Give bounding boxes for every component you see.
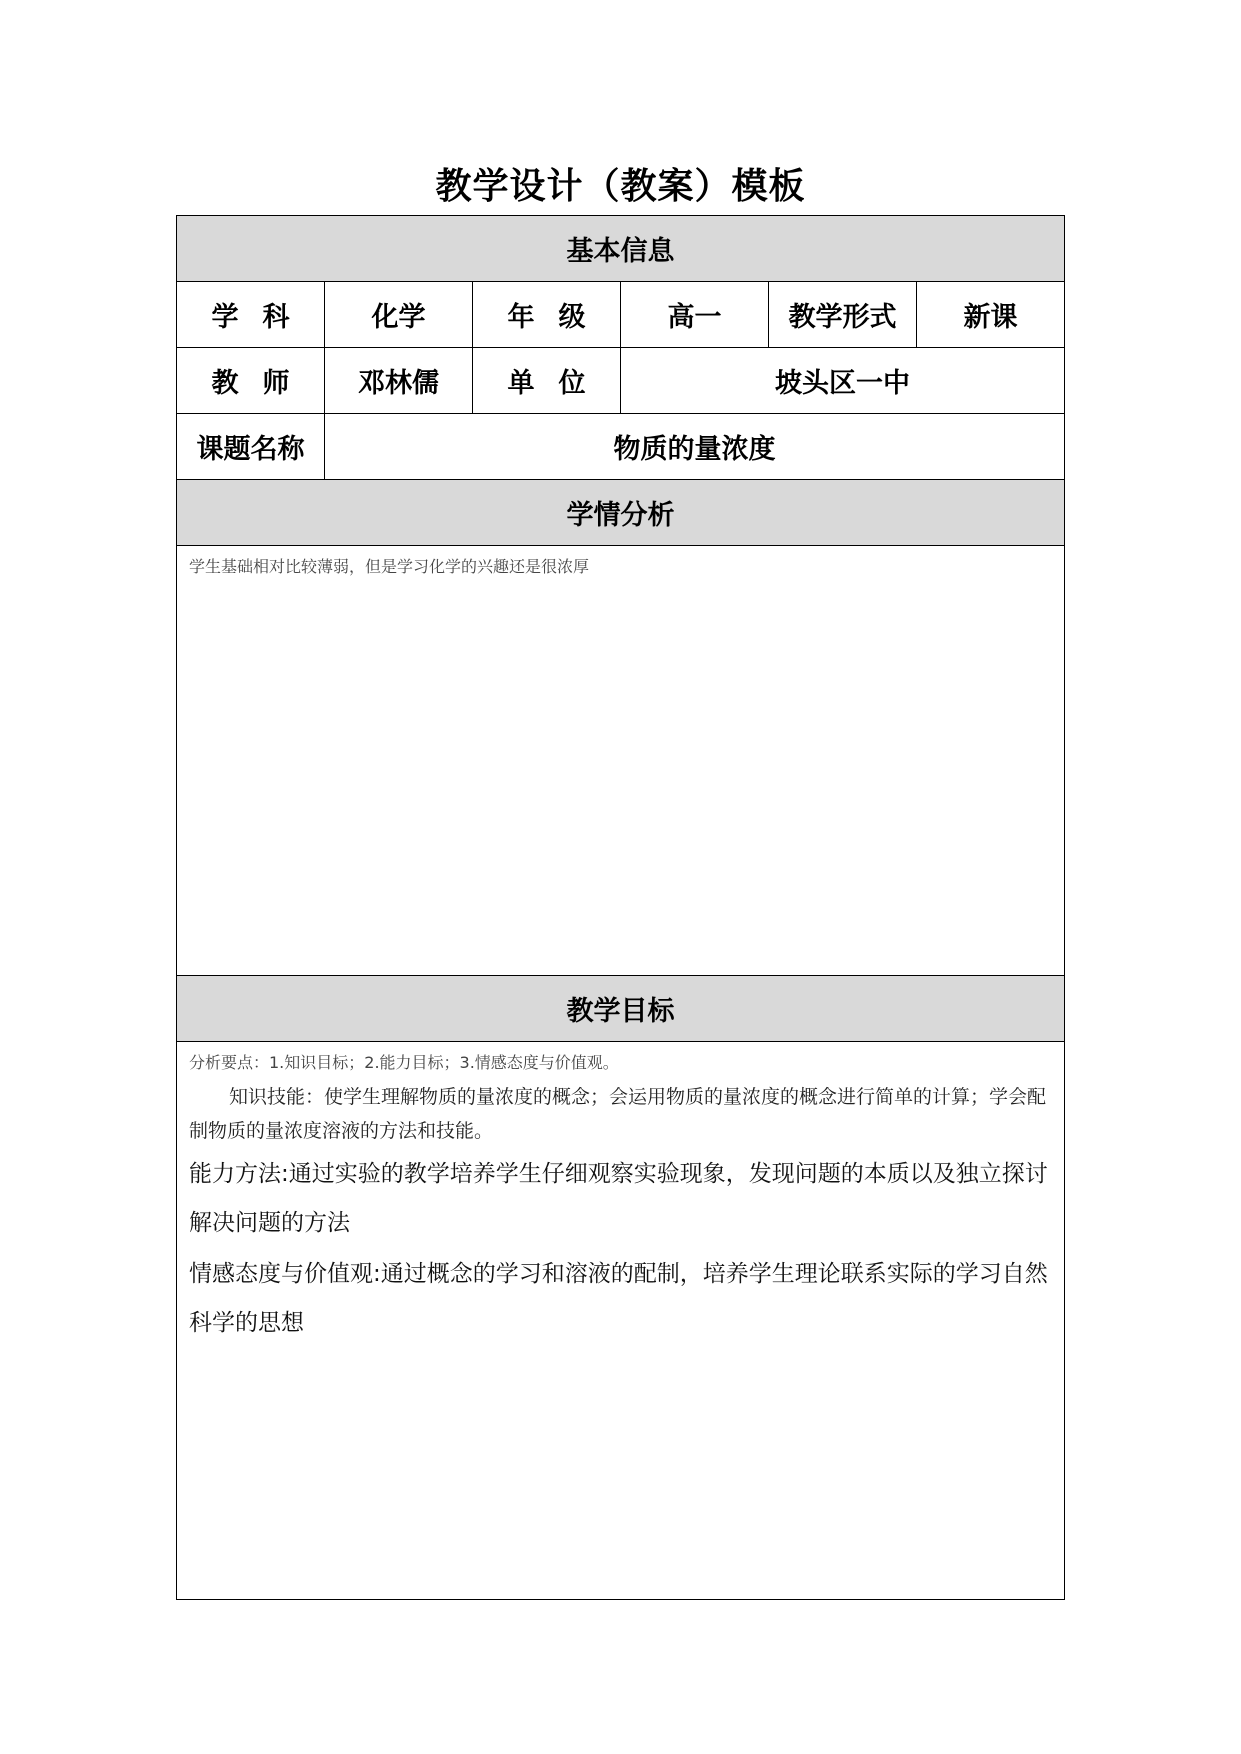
knowledge-goal: 知识技能：使学生理解物质的量浓度的概念；会运用物质的量浓度的概念进行简单的计算；学会配制物质的量浓度溶液的方法和技能。 (189, 1086, 1047, 1142)
grade-label-cell (473, 282, 621, 348)
grade-label: 年级 (507, 302, 610, 333)
lesson-plan-table (176, 215, 1065, 1600)
subject-label-cell (177, 282, 325, 348)
goals-note: 分析要点：1.知识目标；2.能力目标；3.情感态度与价值观。 (189, 1053, 619, 1072)
teacher-label-cell (177, 348, 325, 414)
unit-label-cell (473, 348, 621, 414)
teacher-label: 教师 (211, 368, 314, 399)
subject-label: 学科 (211, 302, 314, 333)
analysis-header: 学情分析 (177, 480, 1065, 546)
grade-value: 高一 (621, 282, 769, 348)
attitude-goal: 情感态度与价值观:通过概念的学习和溶液的配制，培养学生理论联系实际的学习自然科学的思想 (189, 1261, 1048, 1336)
analysis-text: 学生基础相对比较薄弱，但是学习化学的兴趣还是很浓厚 (189, 557, 590, 576)
topic-label: 课题名称 (177, 414, 325, 480)
goals-body (177, 1042, 1065, 1600)
basic-info-header: 基本信息 (177, 216, 1065, 282)
subject-value: 化学 (325, 282, 473, 348)
teaching-form-label: 教学形式 (769, 282, 917, 348)
teaching-form-value: 新课 (917, 282, 1065, 348)
document-title: 教学设计（教案）模板 (435, 166, 806, 207)
goals-header: 教学目标 (177, 976, 1065, 1042)
analysis-body (177, 546, 1065, 976)
unit-value: 坡头区一中 (621, 348, 1065, 414)
unit-label: 单位 (507, 368, 610, 399)
topic-value: 物质的量浓度 (325, 414, 1065, 480)
teacher-value: 邓林儒 (325, 348, 473, 414)
ability-goal: 能力方法:通过实验的教学培养学生仔细观察实验现象，发现问题的本质以及独立探讨解决问题的方法 (189, 1161, 1048, 1236)
